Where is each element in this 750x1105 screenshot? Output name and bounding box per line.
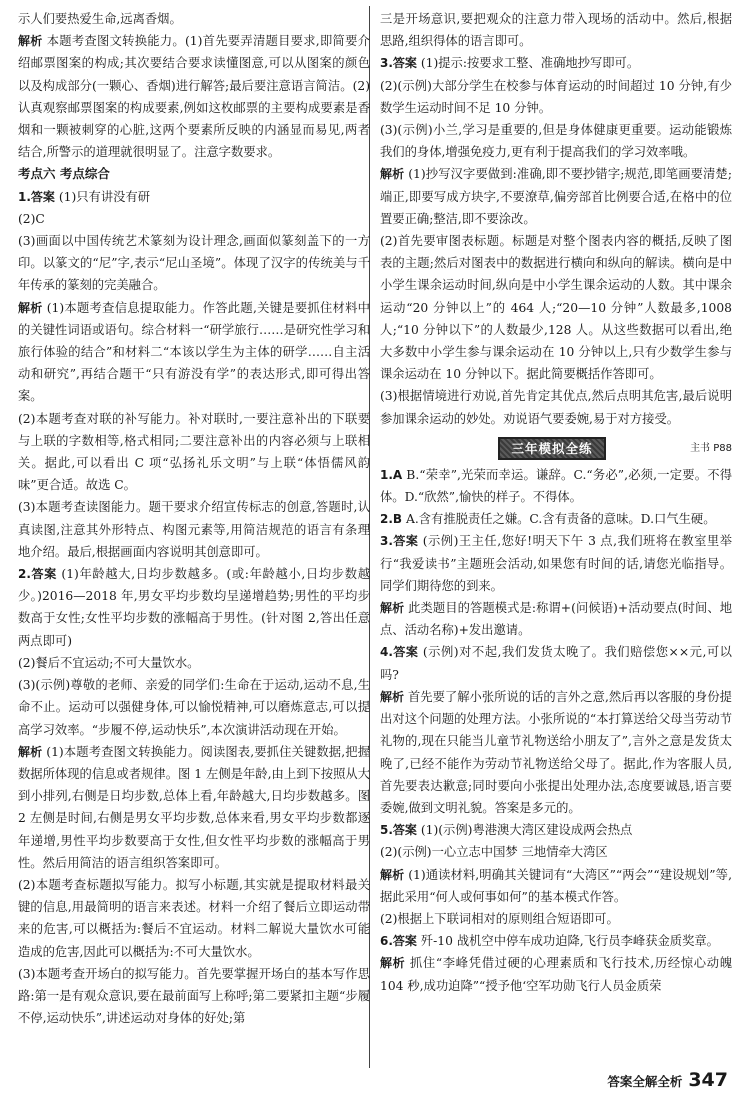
- paragraph-text: 三是开场意识,要把观众的注意力带入现场的活动中。然后,根据思路,组织得体的语言即可。: [380, 12, 732, 49]
- answer-paragraph: [380, 952, 732, 996]
- answer-paragraph: [18, 186, 370, 208]
- page-footer: [607, 1069, 728, 1091]
- paragraph-text: 歼-10 战机空中停车成功迫降,飞行员李峰获金质奖章。: [416, 934, 719, 949]
- answer-paragraph: [380, 530, 732, 597]
- paragraph-text: (1)只有讲没有研: [54, 189, 151, 204]
- answer-paragraph: [18, 563, 370, 652]
- paragraph-text: A.含有推脱责任之嫌。C.含有责备的意味。D.口气生硬。: [402, 512, 716, 527]
- answer-label: 解析: [380, 601, 405, 616]
- paragraph-text: 抓住“李峰凭借过硬的心理素质和飞行技术,历经惊心动魄 104 秒,成功迫降”“授予他‘空军功勋飞行人员金质荣: [380, 956, 732, 993]
- answer-label: 2.B: [380, 512, 403, 527]
- answer-label: 解析: [380, 956, 406, 971]
- answer-paragraph: [18, 963, 370, 1030]
- paragraph-text: (1)通读材料,明确其关键词有“大湾区”“两会”“建设规划”等,据此采用“何人或何事如何”的基本模式作答。: [380, 867, 732, 904]
- paragraph-text: 示人们要热爱生命,远离香烟。: [18, 12, 182, 26]
- answer-paragraph: [18, 496, 370, 563]
- answer-paragraph: [380, 8, 732, 52]
- answer-label: 解析: [18, 300, 43, 315]
- answer-label: 5.答案: [380, 823, 417, 838]
- paragraph-text: (3)(示例)尊敬的老师、亲爱的同学们:生命在于运动,运动不息,生命不止。运动可以强健身体,可以愉悦精神,可以磨炼意志,可以提高学习效率。“步履不停,运动快乐”,本次演讲活动现在开始。: [18, 678, 370, 737]
- answer-label: 3.答案: [380, 56, 417, 71]
- answer-label: 解析: [380, 867, 405, 882]
- answer-paragraph: [380, 908, 732, 930]
- answer-label: 解析: [18, 34, 43, 49]
- answer-paragraph: [18, 208, 370, 230]
- right-column: [380, 8, 732, 997]
- answer-paragraph: [18, 652, 370, 674]
- paragraph-text: (3)(示例)小兰,学习是重要的,但是身体健康更重要。运动能锻炼我们的身体,增强免疫力,更有利于提高我们的学习效率哦。: [380, 123, 732, 160]
- banner-title: 三年模拟全练: [498, 437, 606, 460]
- answer-paragraph: [380, 819, 732, 841]
- paragraph-text: (2)(示例)大部分学生在校参与体育运动的时间超过 10 分钟,有少数学生运动时间不足 10 分钟。: [380, 78, 732, 115]
- paragraph-text: (2)餐后不宜运动;不可大量饮水。: [18, 655, 200, 670]
- paragraph-text: (2)本题考查对联的补写能力。补对联时,一要注意补出的下联要与上联的字数相等,格式相同;二要注意补出的内容必须与上联相关。据此,可以看出 C 项“弘扬礼乐文明”与上联“体悟儒风韵味”更合适。故选 C。: [18, 411, 370, 493]
- answer-paragraph: [18, 408, 370, 497]
- answer-paragraph: [18, 674, 370, 741]
- answer-paragraph: [380, 508, 732, 530]
- answer-paragraph: [18, 874, 370, 963]
- answer-paragraph: [380, 230, 732, 385]
- answer-paragraph: [380, 864, 732, 908]
- answer-label: 6.答案: [380, 934, 417, 949]
- left-column: [18, 8, 370, 1029]
- paragraph-text: (1)提示:按要求工整、准确地抄写即可。: [416, 56, 640, 71]
- answer-label: 解析: [380, 167, 405, 182]
- answer-paragraph: [18, 230, 370, 297]
- answer-paragraph: [380, 686, 732, 819]
- paragraph-text: (1)(示例)粤港澳大湾区建设成两会热点: [416, 823, 633, 838]
- paragraph-text: (3)本题考查读图能力。题干要求介绍宣传标志的创意,答题时,认真读图,注意其外形特点、构图元素等,用简洁规范的语言有条理地介绍。最后,根据画面内容说明其创意即可。: [18, 500, 370, 559]
- answer-label: 4.答案: [380, 645, 419, 660]
- answer-label: 1.A: [380, 467, 403, 482]
- answer-paragraph: [380, 385, 732, 429]
- paragraph-text: (2)C: [18, 211, 45, 226]
- paragraph-text: (3)本题考查开场白的拟写能力。首先要掌握开场白的基本写作思路:第一是有观众意识,要在最前面写上称呼;第二要紧扣主题“步履不停,运动快乐”,讲述运动对身体的好处;第: [18, 966, 370, 1026]
- answer-paragraph: [18, 8, 370, 30]
- paragraph-text: (示例)对不起,我们发货太晚了。我们赔偿您××元,可以吗?: [380, 645, 732, 682]
- answer-paragraph: [380, 641, 732, 685]
- answer-paragraph: [380, 119, 732, 163]
- paragraph-text: (1)本题考查信息提取能力。作答此题,关键是要抓住材料中的关键性词语或语句。综合材料一“研学旅行……是研究性学习和旅行体验的结合”和材料二“本该以学生为主体的研学……自主活动和研究”,再结合题干“只有游没有学”的表达形式,即可得出答案。: [18, 300, 370, 404]
- answer-label: 解析: [18, 744, 43, 759]
- answer-paragraph: [380, 52, 732, 74]
- paragraph-text: B.“荣幸”,光荣而幸运。谦辞。C.“务必”,必须,一定要。不得体。D.“欣然”,愉快的样子。不得体。: [380, 467, 732, 505]
- answer-label: 解析: [380, 689, 405, 704]
- paragraph-text: (1)本题考查图文转换能力。阅读图表,要抓住关键数据,把握数据所体现的信息或者规律。图 1 左侧是年龄,由上到下按照从大到小排列,右侧是日均步数,总体上看,年龄越大,日均步数越多。图 2 左侧是时间,右侧是男女平均步数,总体来看,男女平均步数都逐年递增,男性平均步数要高于女性,但女性平均步数的涨幅高于男性。然后用简洁的语言组织答案即可。: [18, 744, 370, 870]
- paragraph-text: 本题考查图文转换能力。(1)首先要弄清题目要求,即简要介绍邮票图案的构成;其次要结合要求读懂图意,可以从图案的颜色以及构成部分(一颗心、香烟)进行解答;最后要注意语言简洁。(2)认真观察邮票图案的构成要素,例如这枚邮票的主要构成要素是香烟和一颗被刺穿的心脏,这两个要素所反映的内涵显而易见,两者结合,所警示的道理就很明显了。注意字数要求。: [18, 34, 370, 160]
- paragraph-text: (2)(示例)一心立志中国梦 三地情牵大湾区: [380, 845, 608, 860]
- answer-paragraph: [380, 75, 732, 119]
- paragraph-text: (3)画面以中国传统艺术篆刻为设计理念,画面似篆刻盖下的一方印。以篆文的“尼”字,表示“尼山圣境”。体现了汉字的传统美与千年传承的篆刻的完美融合。: [18, 234, 370, 293]
- answer-paragraph: [18, 297, 370, 408]
- answer-label: 3.答案: [380, 534, 419, 549]
- answer-label: 2.答案: [18, 567, 57, 582]
- paragraph-text: (示例)王主任,您好!明天下午 3 点,我们班将在教室里举行“我爱读书”主题班会活动,如果您有时间的话,请您光临指导。同学们期待您的到来。: [380, 534, 732, 593]
- banner-reference: 主书 P88: [690, 442, 732, 454]
- paragraph-text: (2)首先要审图表标题。标题是对整个图表内容的概括,反映了图表的主题;然后对图表中的数据进行横向和纵向的解读。横向是中小学生课余运动时间,纵向是中小学生课余运动的人数。其中课余运动“20 分钟以上”的 464 人;“20—10 分钟”人数最多,1008 人;“10 分钟以下”的人数最少,128 人。从这些数据可以看出,绝大多数中小学生参与课余运动在 10 分钟以上,只有少数学生参与课余运动在 10 分钟以下。据此简要概括作答即可。: [380, 234, 732, 382]
- answer-paragraph: [380, 464, 732, 508]
- footer-label: 答案全解全析: [607, 1074, 683, 1089]
- paragraph-text: (1)年龄越大,日均步数越多。(或:年龄越小,日均步数越少。)2016—2018 年,男女平均步数均呈递增趋势;男性的平均步数高于女性;女性平均步数的涨幅高于男性。(针对图 2,答出任意两点即可): [18, 567, 370, 648]
- paragraph-text: 此类题目的答题模式是:称谓+(问候语)+活动要点(时间、地点、活动名称)+发出邀请。: [380, 601, 732, 638]
- answer-label: 1.答案: [18, 189, 55, 204]
- answer-paragraph: [18, 30, 370, 163]
- answer-paragraph: [380, 930, 732, 952]
- answer-paragraph: [18, 741, 370, 874]
- paragraph-text: (3)根据情境进行劝说,首先肯定其优点,然后点明其危害,最后说明参加课余运动的妙处。劝说语气要委婉,易于对方接受。: [380, 389, 732, 426]
- answer-paragraph: [380, 597, 732, 641]
- answer-paragraph: [380, 841, 732, 863]
- paragraph-text: (2)本题考查标题拟写能力。拟写小标题,其实就是提取材料最关键的信息,用最简明的语言来表述。材料一介绍了餐后立即运动带来的危害,可以概括为:餐后不宜运动。材料二解说大量饮水可能造成的危害,因此可以概括为:不可大量饮水。: [18, 877, 370, 959]
- section-banner: [380, 434, 732, 460]
- paragraph-text: 首先要了解小张所说的话的言外之意,然后再以客服的身份提出对这个问题的处理方法。小张所说的“本打算送给父母当劳动节礼物的,现在只能当儿童节礼物送给小朋友了”,言外之意是发货太晚了,已经不能作为劳动节礼物送给父母了。据此,作为客服人员,首先要表达歉意;同时要向小张提出处理办法,态度要诚恳,语言要委婉,做到文明礼貌。答案是多元的。: [380, 689, 732, 815]
- section-heading: 考点六 考点综合: [18, 166, 110, 182]
- answer-paragraph: [380, 163, 732, 230]
- paragraph-text: (1)抄写汉字要做到:准确,即不要抄错字;规范,即笔画要清楚;端正,即要写成方块字,不要潦草,偏旁部首比例要合适,在格中的位置要正确;整洁,即不要涂改。: [380, 167, 732, 226]
- page-number: 347: [688, 1069, 728, 1091]
- paragraph-text: (2)根据上下联词相对的原则组合短语即可。: [380, 911, 619, 926]
